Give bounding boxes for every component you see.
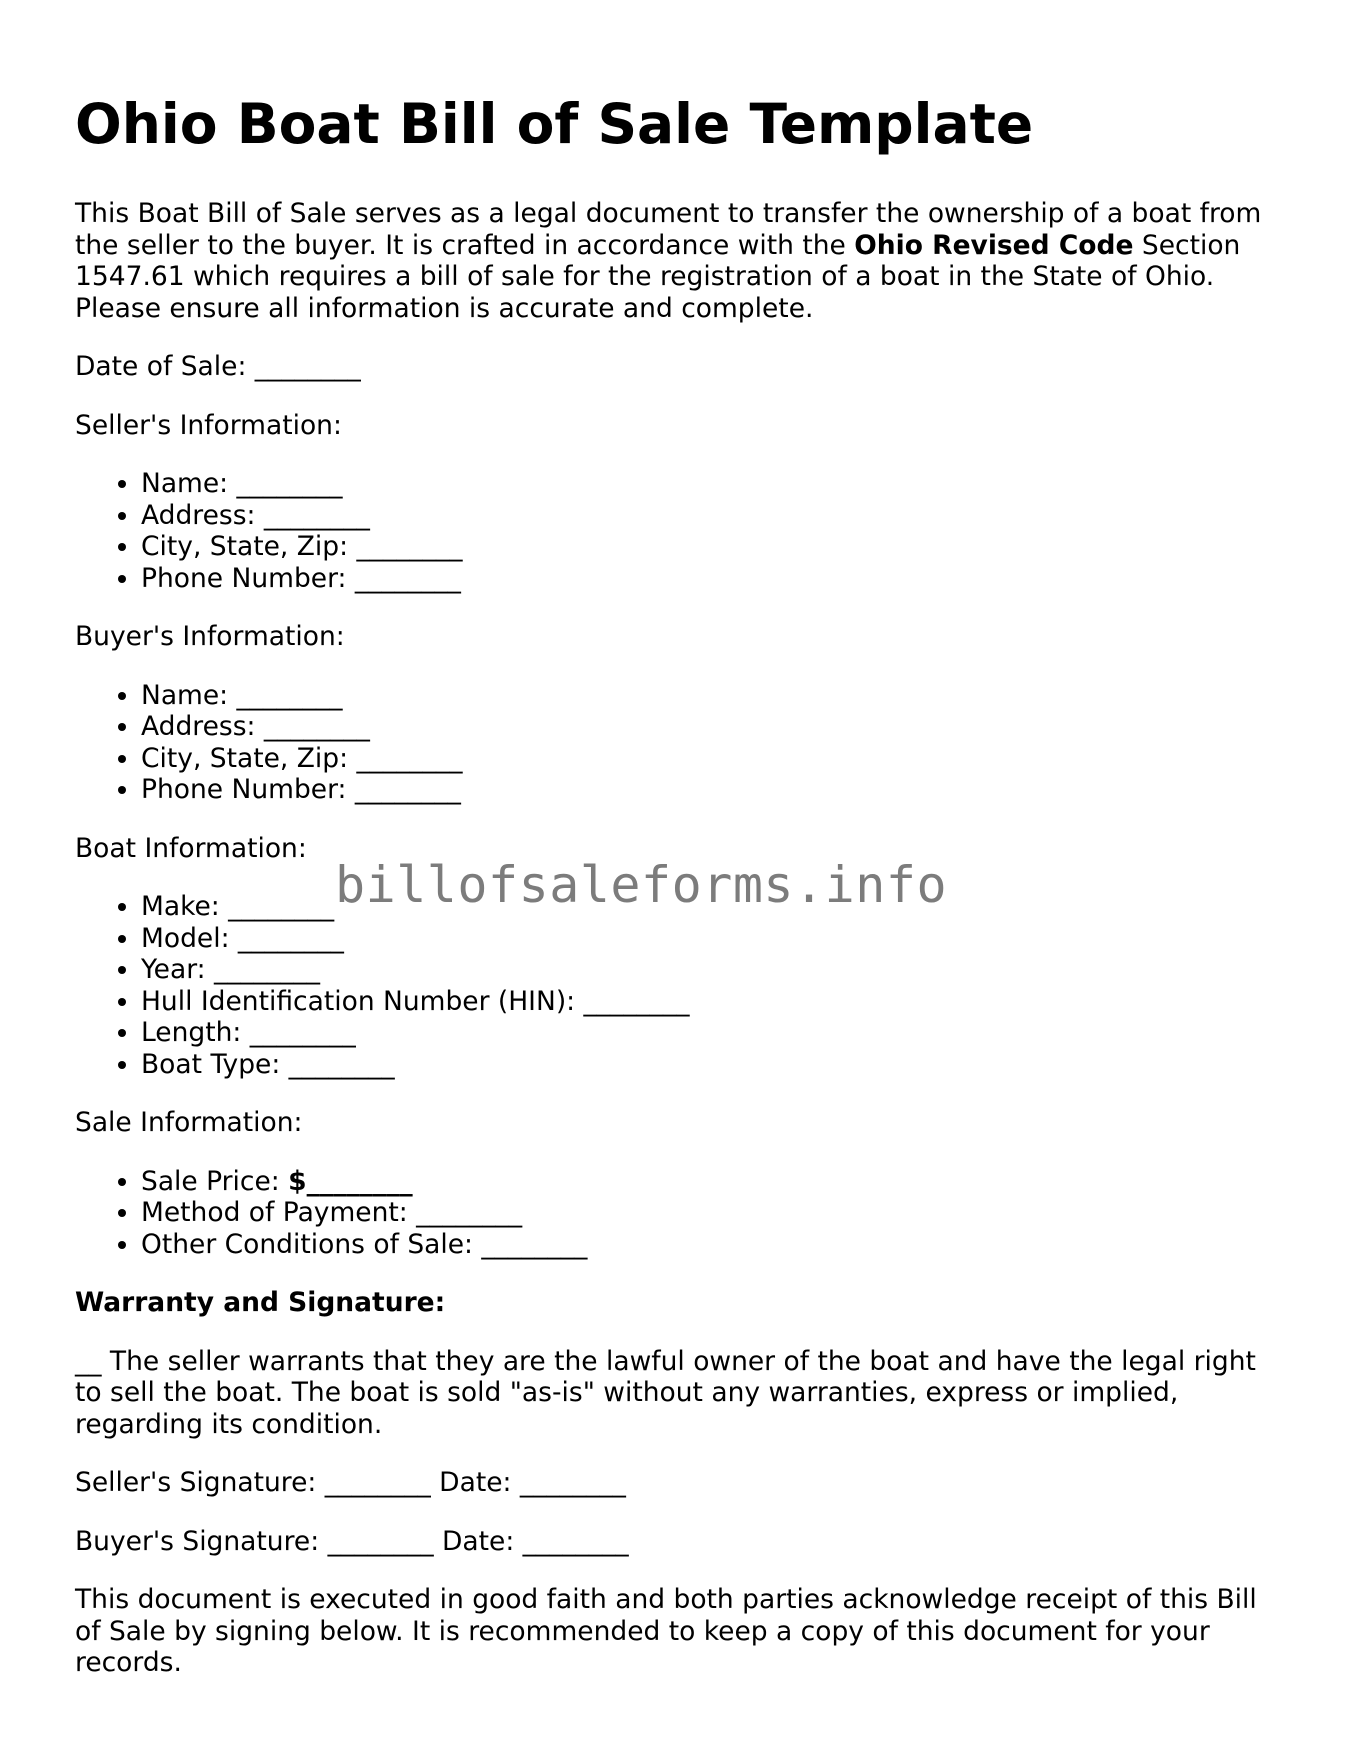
intro-text-end: Section 1547.61 which requires a bill of sale for the registration of a boat in the State of Ohio. Please ensure all information is accurate and complete.: [75, 229, 1241, 324]
buyer-signature-line: Buyer's Signature: ________ Date: ________: [75, 1525, 629, 1557]
seller-heading: Seller's Information:: [75, 409, 342, 441]
seller-phone-field: • Phone Number: ________: [141, 563, 1275, 595]
boat-year-field: • Year: ________: [141, 954, 1275, 986]
boat-model-field: • Model: ________: [141, 923, 1275, 955]
seller-signature-line: Seller's Signature: ________ Date: ________: [75, 1467, 626, 1498]
watermark: billofsaleforms.info: [335, 856, 948, 914]
other-conditions-field: • Other Conditions of Sale: ________: [141, 1229, 1275, 1261]
sale-price-field: [141, 1166, 1275, 1198]
sale-list: [75, 1166, 1275, 1261]
buyer-city-state-zip-field: • City, State, Zip: ________: [141, 743, 1275, 775]
payment-method-field: • Method of Payment: ________: [141, 1197, 1275, 1229]
seller-address-field: • Address: ________: [141, 500, 1275, 532]
boat-length-field: • Length: ________: [141, 1017, 1275, 1049]
buyer-list: [75, 680, 1275, 806]
page-title: Ohio Boat Bill of Sale Template: [75, 92, 1034, 156]
buyer-heading: Buyer's Information:: [75, 621, 345, 652]
boat-heading: Boat Information:: [75, 832, 307, 864]
seller-name-field: • Name: ________: [141, 468, 1275, 500]
sale-price-label: Sale Price:: [141, 1165, 289, 1197]
boat-make-field: • Make: ________: [141, 891, 1275, 923]
closing-paragraph: This document is executed in good faith and both parties acknowledge receipt of this Bill of Sale by signing below. It is recommended to keep a copy of this document for your records.: [75, 1584, 1257, 1678]
warranty-heading-text: Warranty and Signature:: [75, 1287, 446, 1318]
intro-paragraph: [75, 198, 1275, 324]
warranty-heading: [75, 1287, 1275, 1319]
boat-type-field: • Boat Type: ________: [141, 1049, 1275, 1081]
seller-city-state-zip-field: • City, State, Zip: ________: [141, 531, 1275, 563]
warranty-text: __ The seller warrants that they are the lawful owner of the boat and have the legal right to sell the boat. The boat is sold "as-is" without any warranties, express or implied, regarding its condition.: [75, 1345, 1256, 1440]
sale-price-blank: $________: [288, 1165, 413, 1197]
intro-code-reference: Ohio Revised Code: [854, 229, 1134, 261]
boat-list: [75, 891, 1275, 1080]
buyer-name-field: • Name: ________: [141, 680, 1275, 712]
date-of-sale-field: Date of Sale: ________: [75, 351, 361, 382]
boat-hin-field: • Hull Identification Number (HIN): ________: [141, 986, 1275, 1018]
seller-list: [75, 468, 1275, 594]
buyer-address-field: • Address: ________: [141, 711, 1275, 743]
sale-heading: Sale Information:: [75, 1107, 303, 1138]
buyer-phone-field: • Phone Number: ________: [141, 774, 1275, 806]
intro-text-start: This Boat Bill of Sale serves as a legal document to transfer the ownership of a boat from the seller to the buyer. It is crafted in accordance with the: [75, 198, 1262, 261]
